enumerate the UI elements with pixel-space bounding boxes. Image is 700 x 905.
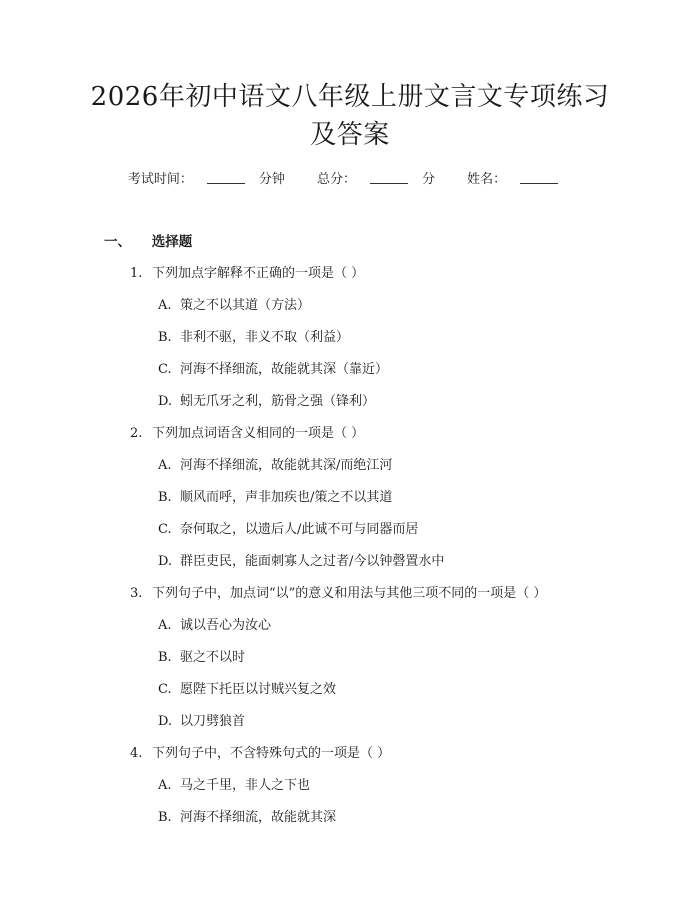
option-label: D. xyxy=(158,554,173,569)
score-label: 总分： xyxy=(316,172,356,187)
question xyxy=(130,422,364,441)
option xyxy=(158,326,349,345)
option-label: C. xyxy=(158,362,172,377)
option-label: A. xyxy=(158,298,172,313)
option-label: D. xyxy=(158,394,173,409)
question-text: 下列加点字解释不正确的一项是（ ） xyxy=(152,266,365,281)
score-field xyxy=(317,172,435,187)
question-text: 下列加点词语含义相同的一项是（ ） xyxy=(152,426,365,441)
question-text: 下列句子中，不含特殊句式的一项是（ ） xyxy=(152,746,391,761)
title-line-1: 2026年初中语文八年级上册文言文专项练习 xyxy=(90,82,610,112)
option-text: 河海不择细流，故能就其深 xyxy=(180,810,337,825)
option-label: A. xyxy=(158,778,172,793)
option-text: 顺风而呼，声非加疾也/策之不以其道 xyxy=(180,490,393,505)
option xyxy=(158,390,375,409)
time-unit: 分钟 xyxy=(258,172,285,187)
option xyxy=(158,806,336,825)
option-text: 愿陛下托臣以讨贼兴复之效 xyxy=(180,682,337,697)
page-title xyxy=(0,78,700,154)
option xyxy=(158,646,245,665)
section-heading xyxy=(104,230,192,250)
name-label: 姓名： xyxy=(467,172,507,187)
question-text: 下列句子中，加点词“以”的意义和用法与其他三项不同的一项是（ ） xyxy=(152,586,547,601)
option xyxy=(158,614,271,633)
option-text: 河海不择细流，故能就其深（靠近） xyxy=(180,362,389,377)
exam-meta xyxy=(0,168,700,187)
option-text: 以刀劈狼首 xyxy=(180,714,246,729)
option-label: C. xyxy=(158,522,172,537)
option-label: D. xyxy=(158,714,173,729)
name-field xyxy=(467,172,572,187)
time-label: 考试时间： xyxy=(127,172,193,187)
option-label: A. xyxy=(158,618,172,633)
option-text: 河海不择细流，故能就其深/而绝江河 xyxy=(180,458,393,473)
option-text: 奈何取之，以遗后人/此诚不可与同器而居 xyxy=(180,522,419,537)
option xyxy=(158,710,245,729)
question-number: 3. xyxy=(130,586,143,601)
option xyxy=(158,774,310,793)
option-label: C. xyxy=(158,682,172,697)
title-line-2: 及答案 xyxy=(310,120,390,150)
option xyxy=(158,486,392,505)
question xyxy=(130,582,546,601)
question xyxy=(130,742,390,761)
option-label: B. xyxy=(158,490,172,505)
question-number: 2. xyxy=(130,426,143,441)
option xyxy=(158,518,418,537)
option xyxy=(158,358,388,377)
score-unit: 分 xyxy=(422,172,436,187)
option-label: B. xyxy=(158,810,172,825)
option-text: 驱之不以时 xyxy=(180,650,246,665)
question xyxy=(130,262,364,281)
time-blank xyxy=(207,171,245,184)
option xyxy=(158,294,310,313)
option-text: 非利不驱，非义不取（利益） xyxy=(180,330,350,345)
name-blank xyxy=(520,171,558,184)
score-blank xyxy=(370,171,408,184)
option-label: A. xyxy=(158,458,172,473)
time-field xyxy=(128,172,285,187)
option-label: B. xyxy=(158,330,172,345)
question-number: 4. xyxy=(130,746,143,761)
option xyxy=(158,678,336,697)
option xyxy=(158,454,392,473)
section-label: 选择题 xyxy=(151,234,193,250)
option-text: 蚓无爪牙之利，筋骨之强（锋利） xyxy=(180,394,376,409)
option-text: 策之不以其道（方法） xyxy=(180,298,311,313)
option xyxy=(158,550,444,569)
option-text: 诚以吾心为汝心 xyxy=(180,618,272,633)
question-number: 1. xyxy=(130,266,143,281)
option-text: 群臣吏民，能面刺寡人之过者/今以钟磬置水中 xyxy=(180,554,445,569)
section-number: 一、 xyxy=(104,234,131,250)
option-label: B. xyxy=(158,650,172,665)
option-text: 马之千里，非人之下也 xyxy=(180,778,311,793)
